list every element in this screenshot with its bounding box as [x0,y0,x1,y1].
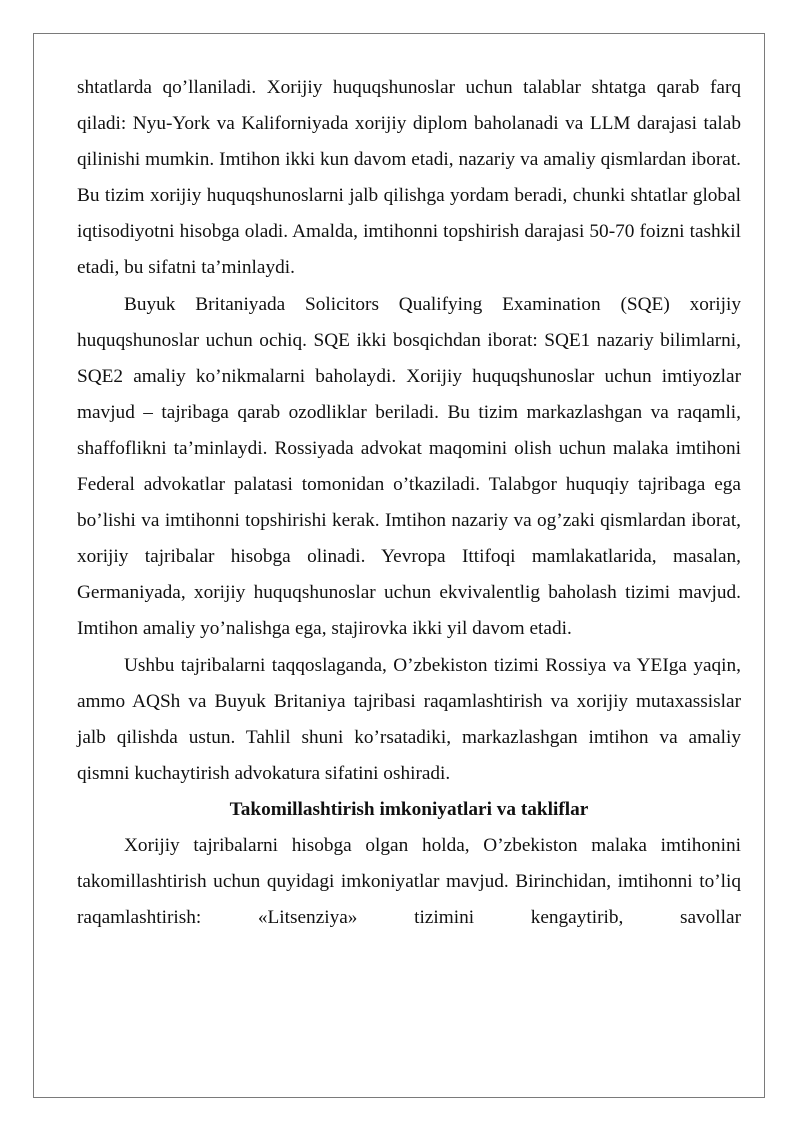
document-body [77,70,741,936]
section-heading: Takomillashtirish imkoniyatlari va takliflar [229,798,589,820]
paragraph-uk-russia-eu: Buyuk Britaniyada Solicitors Qualifying Examination (SQE) xorijiy huquqshunoslar uchun ochiq. SQE ikki bosqichdan iborat: SQE1 nazariy bilimlarni, SQE2 amaliy ko’nikmalarni baholaydi. Xorijiy huquqshunoslar uchun imtiyozlar mavjud – tajribaga qarab ozodliklar beriladi. Bu tizim markazlashgan va raqamli, shaffoflikni ta’minlaydi. Rossiyada advokat maqomini olish uchun malaka imtihoni Federal advokatlar palatasi tomonidan o’tkaziladi. Talabgor huquqiy tajribaga ega bo’lishi va imtihonni topshirishi kerak. Imtihon nazariy va og’zaki qismlardan iborat, xorijiy tajribalar hisobga olinadi. Yevropa Ittifoqi mamlakatlarida, masalan, Germaniyada, xorijiy huquqshunoslar uchun ekvivalentlig baholash tizimi mavjud. Imtihon amaliy yo’nalishga ega, stajirovka ikki yil davom etadi. [77,293,741,640]
paragraph-improvements: Xorijiy tajribalarni hisobga olgan holda, O’zbekiston malaka imtihonini takomillashtirish uchun quyidagi imkoniyatlar mavjud. Birinchidan, imtihonni to’liq raqamlashtirish: «Litsenziya» tizimini kengaytirib, savollar [77,834,741,929]
paragraph-comparison: Ushbu tajribalarni taqqoslaganda, O’zbekiston tizimi Rossiya va YEIga yaqin, ammo AQSh va Buyuk Britaniya tajribasi raqamlashtirish va xorijiy mutaxassislar jalb qilishda ustun. Tahlil shuni ko’rsatadiki, markazlashgan imtihon va amaliy qismni kuchaytirish advokatura sifatini oshiradi. [77,654,741,784]
paragraph-continuation: shtatlarda qo’llaniladi. Xorijiy huquqshunoslar uchun talablar shtatga qarab farq qiladi: Nyu-York va Kaliforniyada xorijiy diplom baholanadi va LLM darajasi talab qilinishi mumkin. Imtihon ikki kun davom etadi, nazariy va amaliy qismlardan iborat. Bu tizim xorijiy huquqshunoslarni jalb qilishga yordam beradi, chunki shtatlar global iqtisodiyotni hisobga oladi. Amalda, imtihonni topshirish darajasi 50-70 foizni tashkil etadi, bu sifatni ta’minlaydi. [77,77,741,279]
